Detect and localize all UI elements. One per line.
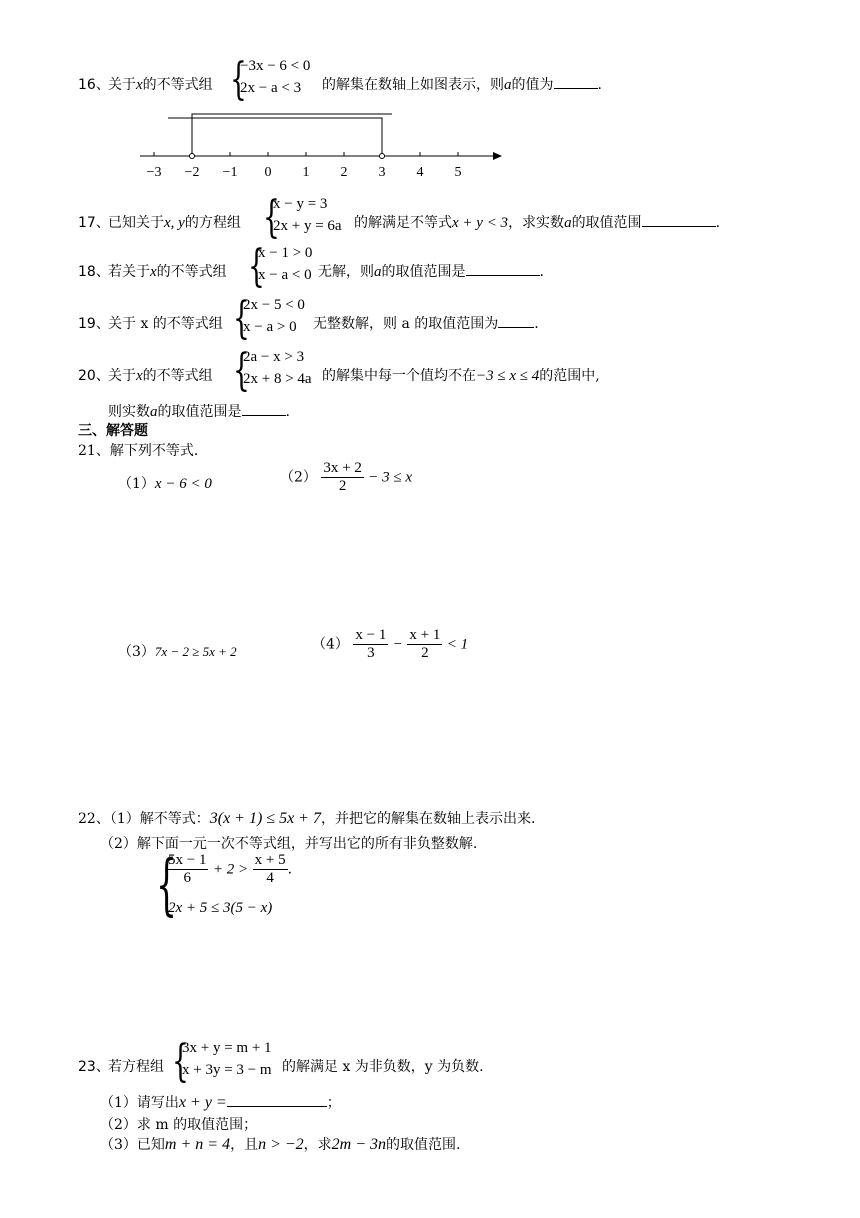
q23-p1a: （1）请写出 <box>100 1095 179 1111</box>
q21-p2-fraction <box>321 460 363 495</box>
q21-p4-fraction2 <box>407 627 442 662</box>
fraction-numerator: 3x + 2 <box>323 460 362 476</box>
q17-post3: 的取值范围 <box>571 215 642 231</box>
left-brace-icon: { <box>156 846 177 923</box>
q19-text-post <box>313 313 539 333</box>
q19-post: 无整数解，则 a 的取值范围为 <box>313 316 499 332</box>
left-brace-icon: { <box>233 345 250 396</box>
q20-pre: 关于 <box>108 368 136 384</box>
q20-eq2: 2x + 8 > 4a <box>243 371 312 387</box>
left-brace-icon: { <box>263 192 280 243</box>
q20-end: . <box>285 404 290 420</box>
q16-mid: 的不等式组 <box>142 77 213 93</box>
fraction-numerator: x + 1 <box>409 627 441 643</box>
q22-line1 <box>78 808 535 828</box>
q17-vars: x, y <box>164 215 185 231</box>
q23-p3e: ，求 <box>303 1137 332 1153</box>
q20-line2 <box>108 401 290 421</box>
q20-post2: 的范围中, <box>539 368 600 384</box>
q21-p4-rest: < 1 <box>446 636 469 653</box>
q16-text-pre <box>108 74 213 94</box>
q21-p2-rest: − 3 ≤ x <box>368 469 413 486</box>
q16-eq2: 2x − a < 3 <box>240 80 302 96</box>
left-brace-icon: { <box>248 241 265 292</box>
q18-text-post <box>318 261 544 281</box>
tick-label: −1 <box>222 165 238 180</box>
q16-answer-blank[interactable] <box>554 74 598 89</box>
fraction-denominator: 2 <box>421 645 429 661</box>
q18-number: 18、 <box>78 264 110 280</box>
q23-p1end: ； <box>326 1095 341 1111</box>
q23-p3b: m + n = 4 <box>164 1136 231 1153</box>
q17-post1: 的解满足不等式 <box>354 215 452 231</box>
q19-eq1: 2x − 5 < 0 <box>243 297 305 313</box>
q18-post2: 的取值范围是 <box>381 264 466 280</box>
q23-p1expr: x + y = <box>178 1094 227 1111</box>
q23-p3d: n > −2 <box>258 1136 304 1153</box>
q20-eq1: 2a − x > 3 <box>243 349 305 365</box>
q19-pre: 关于 x 的不等式组 <box>108 316 223 332</box>
q16-var2: a <box>504 77 512 93</box>
q22-system <box>156 846 316 923</box>
q23-post: 的解满足 x 为非负数，y 为负数. <box>282 1059 484 1075</box>
q23-p3g: 的取值范围. <box>386 1137 461 1153</box>
q18-answer-blank[interactable] <box>466 261 540 276</box>
q22-line1a: 22、（1）解不等式： <box>78 811 210 827</box>
q23-p3f: 2m − 3n <box>331 1136 387 1153</box>
q18-mid: 的不等式组 <box>156 264 227 280</box>
q22-fraction1 <box>166 852 208 887</box>
q18-pre: 若关于 <box>108 264 150 280</box>
q22-end: . <box>287 861 293 878</box>
q23-eq1: 3x + y = m + 1 <box>182 1040 272 1056</box>
q23-part2: （2）求 m 的取值范围； <box>100 1117 258 1133</box>
q21-part2 <box>280 460 412 495</box>
q21-p3-expr: 7x − 2 ≥ 5x + 2 <box>154 644 237 659</box>
q23-part1 <box>100 1092 341 1112</box>
number-line-figure <box>130 110 510 182</box>
left-brace-icon: { <box>233 293 250 344</box>
q20-post1: 的解集中每一个值均不在 <box>322 368 476 384</box>
q23-p3c: ，且 <box>230 1137 259 1153</box>
q17-post2: ，求实数 <box>508 215 565 231</box>
q16-end: . <box>597 77 602 93</box>
q17-answer-blank[interactable] <box>642 212 716 227</box>
q19-answer-blank[interactable] <box>498 313 534 328</box>
tick-label: 1 <box>302 165 310 180</box>
q18-text-pre <box>108 261 227 281</box>
q17-eq1: x − y = 3 <box>273 196 328 212</box>
q20-mid: 的不等式组 <box>142 368 213 384</box>
q16-eq1: −3x − 6 < 0 <box>240 58 311 74</box>
fraction-denominator: 6 <box>183 870 191 886</box>
q17-number: 17、 <box>78 215 110 231</box>
q21-p1-expr: x − 6 < 0 <box>154 476 212 492</box>
tick-label: 2 <box>340 165 348 180</box>
q22-eq1 <box>166 852 292 887</box>
q23-part3 <box>100 1134 460 1154</box>
q21-part3 <box>118 641 237 661</box>
tick-label: 4 <box>416 165 424 180</box>
q16-pre: 关于 <box>108 77 136 93</box>
q16-post1: 的解集在数轴上如图表示，则 <box>322 77 504 93</box>
q21-title: 21、解下列不等式. <box>78 443 199 459</box>
fraction-denominator: 4 <box>266 870 274 886</box>
q22-eq1-mid: + 2 > <box>212 861 249 878</box>
q22-line1b: ，并把它的解集在数轴上表示出来. <box>320 811 536 827</box>
q17-text-post <box>354 212 720 232</box>
tick-label: −2 <box>184 165 200 180</box>
q21-p4-minus: − <box>392 636 403 653</box>
q18-var: x <box>150 264 157 280</box>
fraction-denominator: 2 <box>338 478 347 494</box>
section-heading: 三、解答题 <box>78 423 148 439</box>
q21-part1 <box>118 473 212 493</box>
fraction-numerator: 5x − 1 <box>168 852 207 868</box>
q20-line2b: 的取值范围是 <box>157 404 242 420</box>
q17-mid: 的方程组 <box>184 215 241 231</box>
fraction-denominator: 3 <box>367 645 375 661</box>
solution-bracket-x-gt-neg2 <box>192 114 392 156</box>
q16-var: x <box>136 77 143 93</box>
q17-pre: 已知关于 <box>108 215 164 231</box>
q21-part4 <box>312 627 468 662</box>
tick-label: 5 <box>454 165 462 180</box>
q23-eq2: x + 3y = 3 − m <box>182 1062 272 1078</box>
q20-var2: a <box>150 404 158 420</box>
q23-pre: 若方程组 <box>108 1059 164 1075</box>
q22-ineq: 3(x + 1) ≤ 5x + 7 <box>209 810 321 827</box>
q18-eq1: x − 1 > 0 <box>258 245 313 261</box>
fraction-numerator: x + 5 <box>254 852 286 868</box>
q16-text-post <box>322 74 602 94</box>
q17-var2: a <box>564 215 572 231</box>
q20-var: x <box>136 368 143 384</box>
q18-post1: 无解，则 <box>318 264 374 280</box>
q17-eq2: 2x + y = 6a <box>273 218 342 234</box>
left-brace-icon: { <box>230 54 247 105</box>
q17-text-pre <box>108 212 241 232</box>
q21-p4-fraction1 <box>353 627 388 662</box>
q19-number: 19、 <box>78 316 110 332</box>
solution-bracket-x-lt-3 <box>168 118 382 156</box>
q23-answer-blank[interactable] <box>227 1092 327 1107</box>
q19-eq2: x − a > 0 <box>243 319 297 335</box>
tick-label: 3 <box>378 165 386 180</box>
q20-text-post <box>322 365 600 385</box>
q20-range: −3 ≤ x ≤ 4 <box>476 368 540 384</box>
fraction-numerator: x − 1 <box>355 627 387 643</box>
q20-text-pre <box>108 365 213 385</box>
q20-answer-blank[interactable] <box>242 401 286 416</box>
q22-line2: （2）解下面一元一次不等式组，并写出它的所有非负整数解. <box>100 836 478 852</box>
tick-label: −3 <box>146 165 162 180</box>
q18-end: . <box>539 264 544 280</box>
q20-line2a: 则实数 <box>108 404 150 420</box>
left-brace-icon: { <box>172 1036 189 1087</box>
q16-post2: 的值为 <box>511 77 554 93</box>
open-point-3 <box>380 154 385 159</box>
q18-eq2: x − a < 0 <box>258 267 312 283</box>
q21-p4-label: （4） <box>312 636 349 653</box>
q21-p1-label: （1） <box>118 476 155 492</box>
axis-arrow-icon <box>493 152 502 160</box>
q23-p3a: （3）已知 <box>100 1137 165 1153</box>
q21-p2-label: （2） <box>280 469 317 486</box>
q18-var2: a <box>374 264 382 280</box>
tick-label: 0 <box>264 165 272 180</box>
q22-eq2: 2x + 5 ≤ 3(5 − x) <box>168 900 273 916</box>
q21-p3-label: （3） <box>118 644 155 660</box>
q19-end: . <box>534 316 539 332</box>
q23-number: 23、 <box>78 1059 110 1075</box>
q22-fraction2 <box>253 852 288 887</box>
q17-end: . <box>715 215 721 231</box>
q20-number: 20、 <box>78 368 110 384</box>
q16-number: 16、 <box>78 77 110 93</box>
q17-cond: x + y < 3 <box>452 215 509 231</box>
open-point-neg2 <box>190 154 195 159</box>
